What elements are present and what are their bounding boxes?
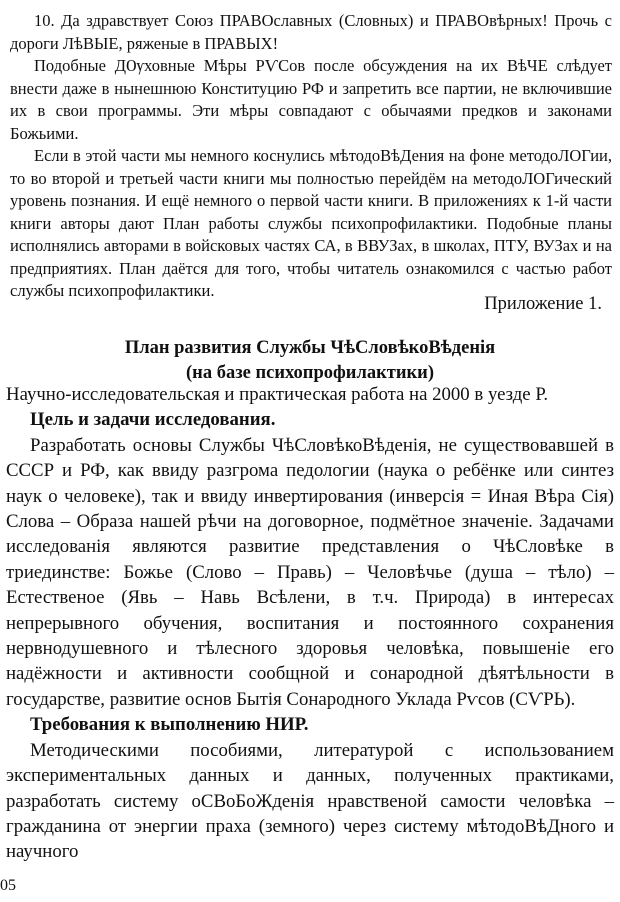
plan-title-line: План развития Службы ЧѣСловѣкоВѣденія (124, 338, 496, 358)
paragraph: Если в этой части мы немного коснулись мѣтодоВѣДения на фоне методоЛОГии, то во второй и третьей части книги мы полностью перейдём на методоЛОГический уровень познания. И ещё немного о первой части книги. В приложениях к 1-й части книги авторы дают План работы службы психопрофилактики. Подобные планы исполнялись авторами в войсковых частях СА, в ВВУЗах, в школах, ПТУ, ВУЗах и на предприятиях. План даётся для того, чтобы читатель ознакомился с частью работ службы психопрофилактики. (10, 146, 612, 300)
paragraph: Разработать основы Службы ЧѣСловѣкоВѣденія, не существовавшей в СССР и РФ, как ввиду разгрома педологии (наука о ребёнке или синтез наук о человеке), так и ввиду инвертирования (инверсія = Иная Вѣра Сія) Слова – Образа нашей рѣчи на договорное, подмётное значеніе. Задачами исследованія являются развитие представления о ЧѣСловѣке в триединстве: Божье (Слово – Правь) – Человѣчье (душа – тѣло) – Естественое (Явь – Навь Всѣлени, в т.ч. Природа) в интересах непрерывного обучения, воспитания и постоянного сохранения нервнодушевного и тѣлесного здоровья человѣка, повышеніе его надёжности и активности сообщной и сонародной дѣятѣльности в государстве, развитие основ Бытія Сонародного Уклада Рѵсов (СѴРЬ). (6, 434, 614, 710)
page-number: 05 (0, 877, 16, 894)
plan-intro: Научно-исследовательская и практическая работа на 2000 в уезде Р. (6, 384, 549, 405)
appendix-label: Приложение 1. (484, 294, 602, 314)
conclusion-section (10, 10, 612, 303)
paragraph: 10. Да здравствует Союз ПРАВОславных (Словных) и ПРАВОвѣрных! Прочь с дороги ЛѣВЫЕ, ряженые в ПРАВЫХ! (10, 11, 612, 53)
section-heading: Цель и задачи исследования. (30, 409, 276, 431)
plan-body (6, 382, 614, 865)
paragraph: Подобные ДѸховные Мѣры РѴСов после обсуждения на их ВѣЧЕ слѣдует внести даже в нынешнюю Конституцию РФ и запретить все партии, не включившие их в свои программы. Эти мѣры совпадают с обычаями предков и законами Божьими. (10, 56, 612, 143)
plan-title (0, 336, 620, 386)
plan-subtitle-line: (на базе психопрофилактики) (186, 363, 434, 383)
paragraph: Методическими пособиями, литературой с использованием экспериментальных данных и данных, полученных практиками, разработать систему оСВоБоЖденія нравственой самости человѣка – гражданина от энергии праха (земного) через систему мѣтодоВѣДного и научного (6, 739, 614, 863)
section-heading: Требования к выполнению НИР. (30, 714, 309, 736)
